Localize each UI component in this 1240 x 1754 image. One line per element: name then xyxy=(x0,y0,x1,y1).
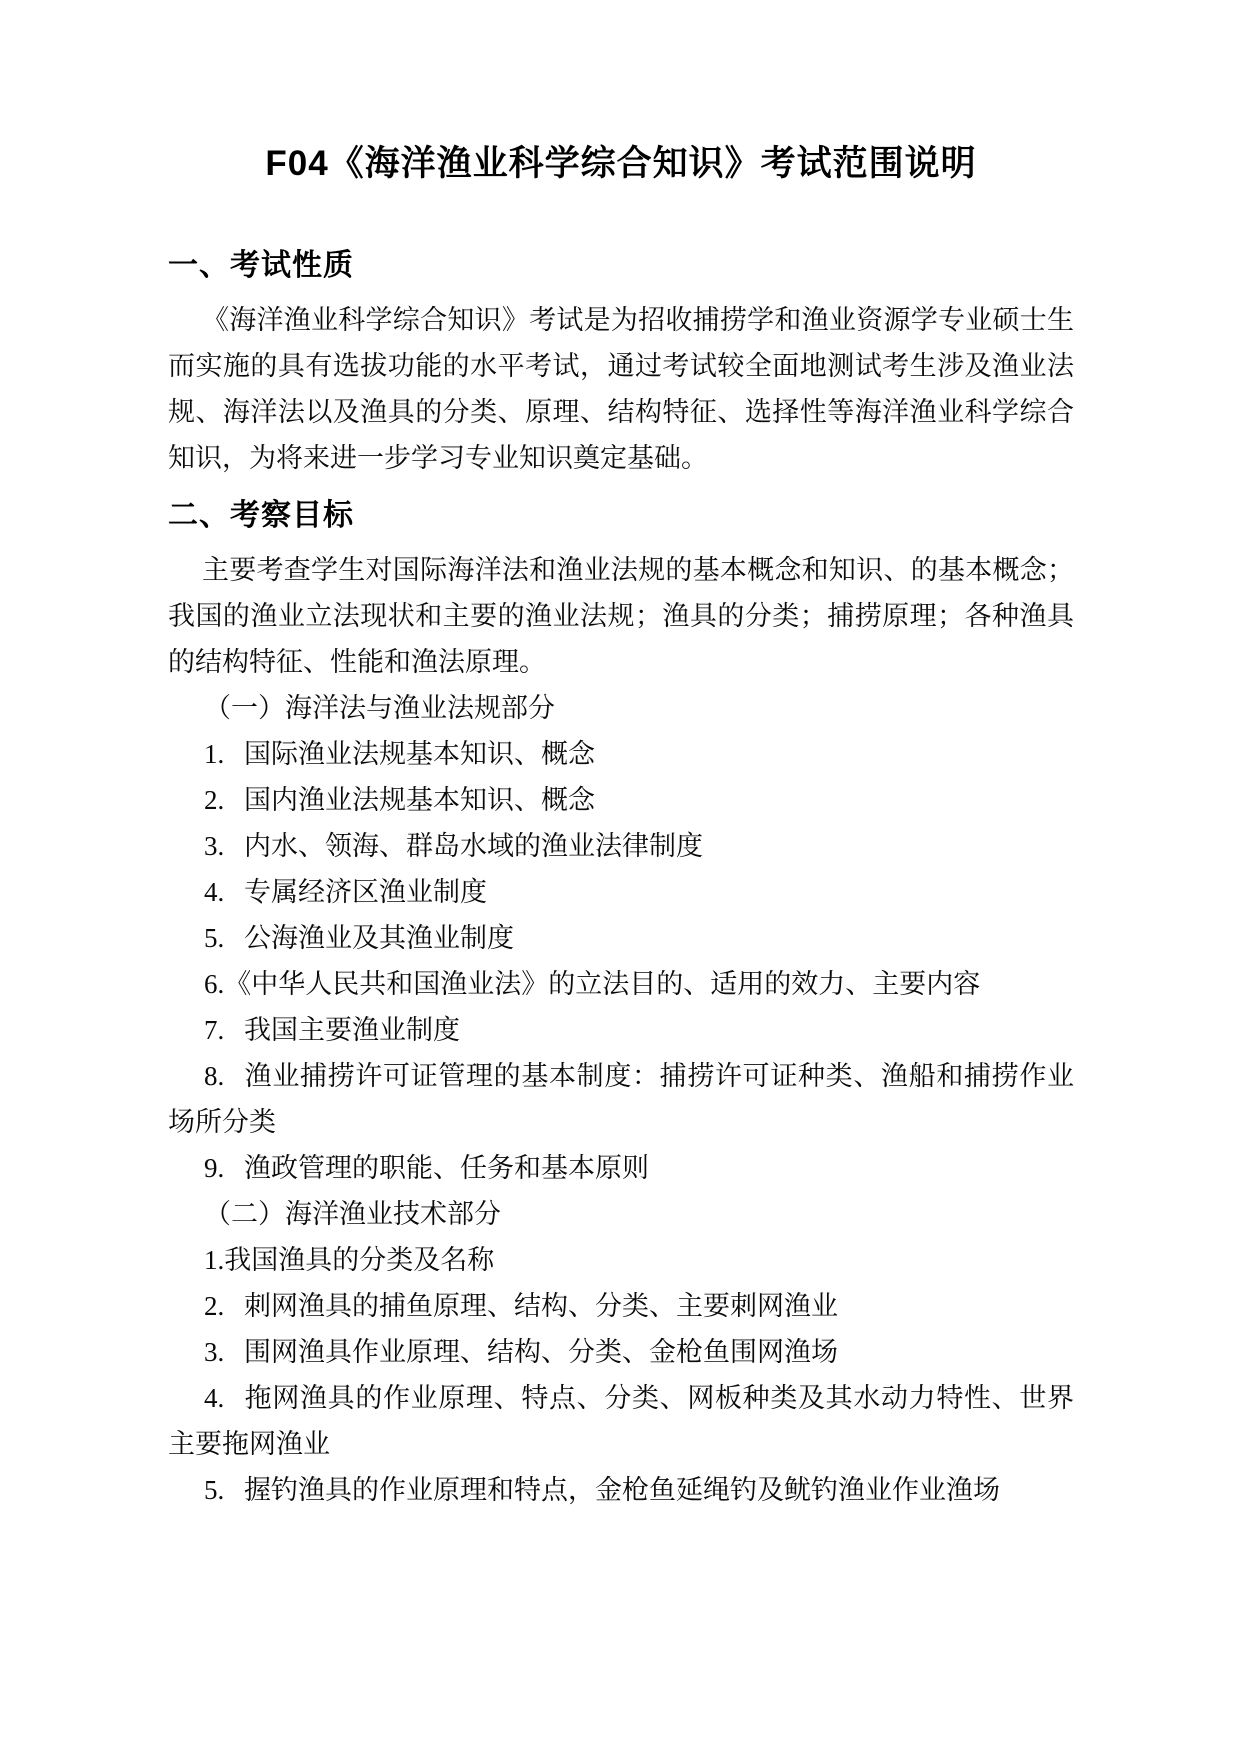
list-item: 1. 国际渔业法规基本知识、概念 xyxy=(204,739,595,769)
list-item: 3. 围网渔具作业原理、结构、分类、金枪鱼围网渔场 xyxy=(204,1337,838,1367)
section-1-heading: 一、考试性质 xyxy=(168,249,354,282)
list-item: 1.我国渔具的分类及名称 xyxy=(204,1245,495,1275)
list-item: 4. 拖网渔具的作业原理、特点、分类、网板种类及其水动力特性、世界主要拖网渔业 xyxy=(168,1383,1074,1459)
list-item: 5. 公海渔业及其渔业制度 xyxy=(204,923,514,953)
subsection-1-items xyxy=(168,731,1074,1191)
list-item: 2. 国内渔业法规基本知识、概念 xyxy=(204,785,595,815)
subsection-1-label: （一）海洋法与渔业法规部分 xyxy=(204,693,555,723)
list-item: 4. 专属经济区渔业制度 xyxy=(204,877,487,907)
subsection-2-label: （二）海洋渔业技术部分 xyxy=(204,1199,501,1229)
list-item: 2. 刺网渔具的捕鱼原理、结构、分类、主要刺网渔业 xyxy=(204,1291,838,1321)
page-title: F04《海洋渔业科学综合知识》考试范围说明 xyxy=(265,144,977,183)
section-2-paragraph: 主要考查学生对国际海洋法和渔业法规的基本概念和知识、的基本概念；我国的渔业立法现状和主要的渔业法规；渔具的分类；捕捞原理；各种渔具的结构特征、性能和渔法原理。 xyxy=(168,555,1074,677)
section-exam-nature xyxy=(168,247,1074,481)
list-item: 6.《中华人民共和国渔业法》的立法目的、适用的效力、主要内容 xyxy=(204,969,981,999)
section-1-paragraph: 《海洋渔业科学综合知识》考试是为招收捕捞学和渔业资源学专业硕士生而实施的具有选拔功能的水平考试，通过考试较全面地测试考生涉及渔业法规、海洋法以及渔具的分类、原理、结构特征、选择性等海洋渔业科学综合知识，为将来进一步学习专业知识奠定基础。 xyxy=(168,305,1074,473)
list-item: 3. 内水、领海、群岛水域的渔业法律制度 xyxy=(204,831,703,861)
section-2-heading: 二、考察目标 xyxy=(168,499,354,532)
list-item: 5. 握钓渔具的作业原理和特点，金枪鱼延绳钓及鱿钓渔业作业渔场 xyxy=(204,1475,1000,1505)
list-item: 7. 我国主要渔业制度 xyxy=(204,1015,460,1045)
section-exam-objectives xyxy=(168,497,1074,1513)
subsection-2-items xyxy=(168,1237,1074,1513)
list-item: 9. 渔政管理的职能、任务和基本原则 xyxy=(204,1153,649,1183)
list-item: 8. 渔业捕捞许可证管理的基本制度：捕捞许可证种类、渔船和捕捞作业场所分类 xyxy=(168,1061,1074,1137)
